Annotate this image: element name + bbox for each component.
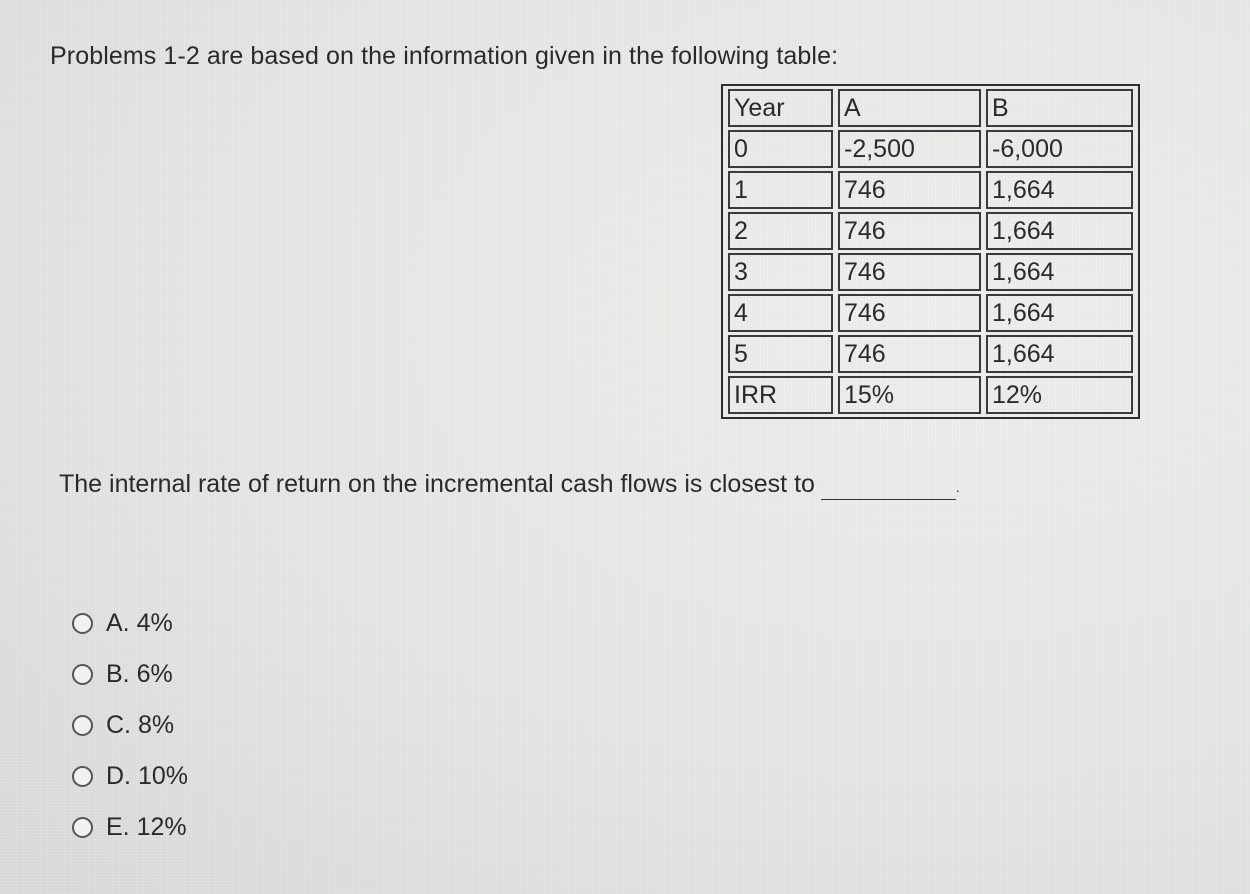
table-row [728,130,1133,168]
option-label: B. 6% [106,660,173,688]
project-b-cell: 1,664 [986,171,1133,209]
year-cell: 2 [728,212,833,250]
header-year: Year [728,89,833,127]
project-a-cell: 746 [838,171,981,209]
table-row [728,253,1133,291]
option-d[interactable] [72,751,188,802]
project-a-cell: 746 [838,335,981,373]
year-cell: 0 [728,130,833,168]
question-period: . [955,479,960,495]
project-a-cell: 746 [838,253,981,291]
cash-flow-table [721,84,1140,419]
project-a-cell: -2,500 [838,130,981,168]
project-b-cell: 1,664 [986,212,1133,250]
option-label: A. 4% [106,609,173,637]
question-text [59,470,960,500]
header-project-a: A [838,89,981,127]
project-a-irr-cell: 15% [838,376,981,414]
table-row [728,335,1133,373]
header-project-b: B [986,89,1133,127]
option-label: E. 12% [106,813,187,841]
radio-button[interactable] [72,613,93,634]
radio-button[interactable] [72,766,93,787]
question-prompt: The internal rate of return on the incremental cash flows is closest to [59,470,815,498]
answer-options [72,598,188,853]
option-e[interactable] [72,802,188,853]
project-a-cell: 746 [838,294,981,332]
option-c[interactable] [72,700,188,751]
option-b[interactable] [72,649,188,700]
option-label: D. 10% [106,762,188,790]
answer-blank [821,470,956,500]
table-row [728,171,1133,209]
project-b-cell: 1,664 [986,253,1133,291]
problem-intro: Problems 1-2 are based on the information given in the following table: [50,42,839,70]
year-cell: 1 [728,171,833,209]
irr-label-cell: IRR [728,376,833,414]
project-b-cell: 1,664 [986,335,1133,373]
radio-button[interactable] [72,817,93,838]
table-row [728,294,1133,332]
table-row-irr [728,376,1133,414]
project-b-irr-cell: 12% [986,376,1133,414]
table-row [728,212,1133,250]
radio-button[interactable] [72,664,93,685]
project-b-cell: 1,664 [986,294,1133,332]
project-a-cell: 746 [838,212,981,250]
project-b-cell: -6,000 [986,130,1133,168]
year-cell: 5 [728,335,833,373]
option-a[interactable] [72,598,188,649]
table-header-row [728,89,1133,127]
year-cell: 4 [728,294,833,332]
year-cell: 3 [728,253,833,291]
radio-button[interactable] [72,715,93,736]
option-label: C. 8% [106,711,175,739]
